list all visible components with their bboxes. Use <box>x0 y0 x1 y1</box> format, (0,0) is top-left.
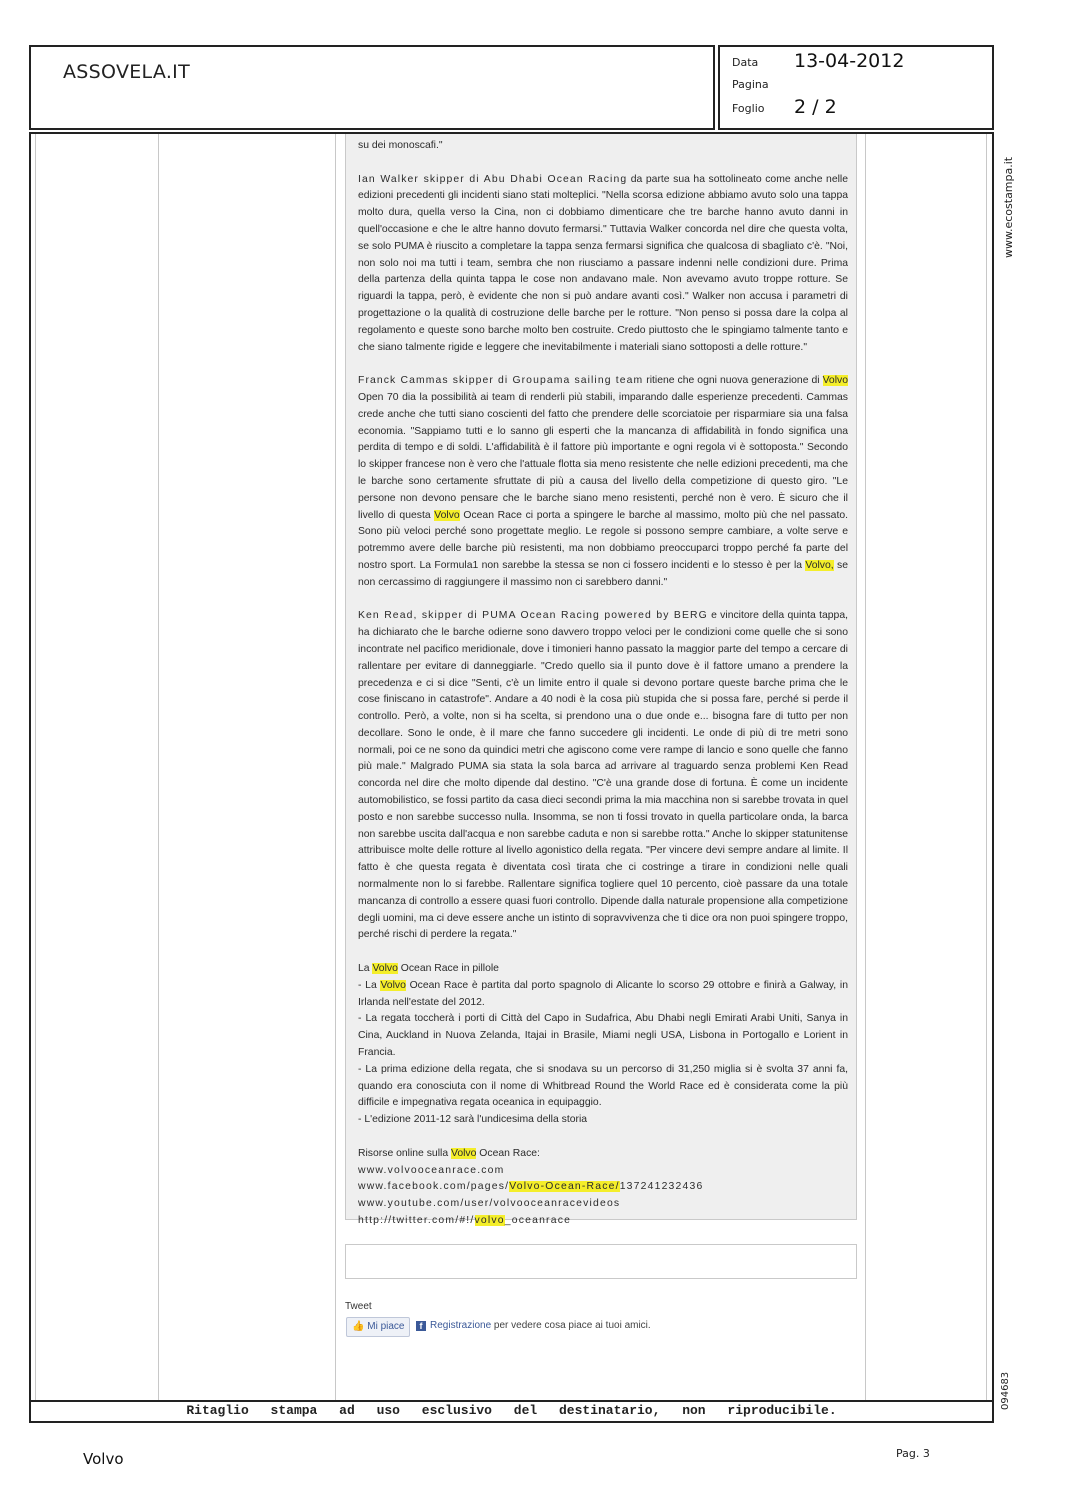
facebook-icon: f <box>416 1321 426 1331</box>
bullet-ports: - La regata toccherà i porti di Città del Capo in Sudafrica, Abu Dhabi negli Emirati Arabi Uniti, Sanya in Cina, Auckland in Nuova Zelanda, Itajai in Brasile, Miami negli USA, Lisbona in Portogallo e Lorient in Francia. <box>358 1013 848 1059</box>
text: su dei monoscafi." <box>358 140 443 151</box>
text: da parte sua ha sottolineato come anche nelle edizioni precedenti gli incidenti siano stati molteplici. "Nella scorsa edizione abbiamo avuto solo una tappa molto dura, quella verso la Cina, non ci dobbiamo dimenticare che tre barche hanno avuto danni in quell'occasione e che le altre hanno dovuto fermarsi." Tuttavia Walker concorda nel dire che questa volta, se solo PUMA è riuscito a completare la tappa senza fermarsi significa che qualcosa di sbagliato c'è. "Noi, non solo noi ma tutti i team, sembra che non riusciamo a passare indenni nelle condizioni dure. Prima della partenza della quinta tappa le cose non andavano male. Non avevamo avuto troppe rotture. Se riguardi la tappa, però, è evidente che non si può andare avanti così." Walker non accusa i parametri di progettazione o la qualità di costruzione delle barche per le rotture. "Non penso si possa dare la colpa al regolamento e queste sono barche molto ben costruite. Credo piuttosto che le spingiamo talmente tanto e che siano talmente rigide e leggere che inevitabilmente i materiali siano sottoposti a delle rotture." <box>358 173 848 353</box>
text: 137241232436 <box>619 1181 704 1193</box>
text: ritiene che ogni nuova generazione di <box>643 375 823 387</box>
sheet-label: Foglio <box>732 102 765 115</box>
topic-tag: Volvo <box>83 1450 124 1468</box>
text: www.facebook.com/pages/ <box>358 1181 510 1193</box>
thumbs-up-icon: 👍 <box>352 1321 365 1332</box>
column-divider <box>335 134 336 1402</box>
speaker-read: Ken Read, skipper di PUMA Ocean Racing powered by BERG <box>358 610 708 622</box>
text: Ocean Race: <box>476 1147 540 1159</box>
side-url <box>1002 148 1016 258</box>
article-body <box>358 138 848 1247</box>
header-meta-box <box>718 45 994 130</box>
like-label: Mi piace <box>367 1321 405 1332</box>
facebook-register-line <box>416 1320 651 1331</box>
highlight-volvo: Volvo <box>822 375 848 387</box>
comment-box[interactable] <box>345 1244 857 1279</box>
column-divider <box>865 134 866 1402</box>
speaker-cammas: Franck Cammas skipper di Groupama sailing team <box>358 375 644 387</box>
page-number: Pag. 3 <box>896 1447 930 1460</box>
article-panel <box>345 134 857 1226</box>
link-youtube[interactable]: www.youtube.com/user/volvooceanracevideos <box>358 1198 621 1210</box>
publication-name: ASSOVELA.IT <box>63 61 190 83</box>
paragraph-resources <box>358 1146 848 1230</box>
text: La <box>358 963 373 975</box>
header-publication-box <box>29 45 715 130</box>
highlight-volvo: Volvo-Ocean-Race/ <box>509 1181 620 1193</box>
column-divider <box>158 134 159 1402</box>
text: Open 70 dia la possibilità ai team di renderli più stabili, imparando dalle esperienze precedenti. Cammas crede anche che tutti siano coscienti del fatto che prendere delle scorciatoie per risparmiare sia una falsa economia. "Sappiamo tutti e lo sanno gli esperti che la mancanza di affidabilità in fondo significa una perdita di tempo e di soldi. L'affidabilità è il fattore più importante e ogni regola vi è sottoposta." Secondo lo skipper francese non è vero che l'attuale flotta sia meno resistente che nelle edizioni precedenti, ma che le barche sono certamente sfruttate di più a causa del livello della competizione di questo giro. "Le persone non devono pensare che le barche siano meno resistenti, perché non è vero. È sicuro che il livello di questa <box>358 391 848 521</box>
link-twitter[interactable] <box>358 1213 848 1230</box>
column-divider <box>986 134 987 1402</box>
paragraph-walker <box>358 172 848 357</box>
highlight-volvo: Volvo, <box>805 559 834 571</box>
page-label: Pagina <box>732 78 769 91</box>
text: se non cercassimo di raggiungere il massimo non ci sarebbero danni." <box>358 559 848 588</box>
text: _oceanrace <box>504 1215 572 1226</box>
speaker-walker: Ian Walker skipper di Abu Dhabi Ocean Racing <box>358 173 628 185</box>
highlight-volvo: Volvo <box>372 963 398 975</box>
clipping-frame <box>29 132 994 1423</box>
date-label: Data <box>732 56 759 69</box>
pills-heading <box>358 963 499 974</box>
text: Risorse online sulla <box>358 1147 451 1159</box>
facebook-register-link[interactable]: Registrazione <box>430 1320 492 1331</box>
paragraph-pills <box>358 961 848 1129</box>
bullet-edition: - L'edizione 2011-12 sarà l'undicesima della storia <box>358 1114 588 1126</box>
sheet-value: 2 / 2 <box>794 96 837 118</box>
text: per vedere cosa piace ai tuoi amici. <box>491 1320 651 1331</box>
text: http://twitter.com/#!/ <box>358 1215 475 1226</box>
paragraph-cammas <box>358 373 848 591</box>
footer-notice: Ritaglio stampa ad uso esclusivo del destinatario, non riproducibile. <box>31 1400 992 1421</box>
tweet-button[interactable]: Tweet <box>345 1301 372 1312</box>
text: e vincitore della quinta tappa, ha dichiarato che le barche odierne sono davvero troppo veloci per le condizioni come quelle che si sono incontrate nel pacifico meridionale, dove i timonieri hanno passato la maggior parte del tempo a cercare di rallentare per evitare di danneggiarle. "Credo quello sia il punto dove è il fattore umano a prendere la precedenza e ci si dice "Senti, c'è un limite entro il quale si devono portare queste barche prima che le cose finiscano in catastrofe". Andare a 40 nodi è la cosa più stupida che si possa fare, perché si perde il controllo. Però, a volte, non si ha scelta, si prendono una o due onde e... bisogna fare di tutto per non decollare. Sono le onde, è il mare che fanno succedere gli incidenti. Le onde di più di tre metri sono normali, poi ce ne sono da quindici metri che agiscono come vere rampe di lancio e sono quelle che fanno più male." Malgrado PUMA sia stata la sola barca ad arrivare al traguardo senza problemi Ken Read concorda nel dire che molto dipende dal destino. "C'è una grande dose di fortuna. È come un incidente automobilistico, se fossi partito da casa dieci secondi prima la mia macchina non si sarebbe trovata in quel posto e non sarebbe successo nulla. Insomma, se non ti fossi trovato in quella particolare onda, la barca non sarebbe uscita dall'acqua e non sarebbe caduta e non si sarebbe rotta." Anche lo skipper statunitense attribuisce molte delle rotture al livello agonistico della regata. "Per vincere devi sempre andare al limite. Il fatto è che questa regata è diventata così tirata che ci costringe a tirare in condizioni nelle quali normalmente non lo si farebbe. Rallentare significa togliere quel 10 percento, cioè passare da una totale mancanza di controllo a essere quasi fuori controllo. Dipende dalla naturale propensione alla competizione degli uomini, ma ci deve essere anche un istinto di sopravvivenza che ti dice ora non puoi spingere troppo, perché rischi di perdere la regata." <box>358 610 848 941</box>
text: - La <box>358 979 381 991</box>
paragraph-intro <box>358 138 848 155</box>
facebook-like-button[interactable] <box>346 1317 410 1337</box>
side-url-text: www.ecostampa.it <box>1002 156 1015 258</box>
column-divider <box>35 134 36 1402</box>
date-value: 13-04-2012 <box>794 50 905 72</box>
text: Ocean Race in pillole <box>397 963 499 975</box>
side-code-text: 094683 <box>1000 1371 1011 1410</box>
text: Ocean Race è partita dal porto spagnolo di Alicante lo scorso 29 ottobre e finirà a Galway, in Irlanda nell'estate del 2012. <box>358 979 848 1008</box>
side-code <box>1000 1365 1014 1410</box>
paragraph-read <box>358 608 848 944</box>
text: Ocean Race ci porta a spingere le barche al massimo, molto più che nel passato. Sono più veloci perché sono progettate meglio. Le regole si possono sempre cambiare, a volte serve e potremmo avere delle barche più resistenti, ma non dobbiamo preoccuparci troppo perché fa parte del nostro sport. La Formula1 non sarebbe la stessa se non ci fossero incidenti e lo stesso è per la <box>358 509 848 571</box>
highlight-volvo: Volvo <box>450 1147 477 1159</box>
link-facebook[interactable] <box>358 1179 848 1196</box>
highlight-volvo: Volvo <box>434 509 460 521</box>
link-website[interactable]: www.volvooceanrace.com <box>358 1164 505 1176</box>
highlight-volvo: Volvo <box>380 979 406 991</box>
bullet-history: - La prima edizione della regata, che si snodava su un percorso di 31,250 miglia si è svolta 37 anni fa, quando era conosciuta con il nome di Whitbread Round the World Race ed è considerata come la più difficile e impegnativa regata oceanica in equipaggio. <box>358 1063 848 1109</box>
highlight-volvo: volvo <box>474 1215 505 1226</box>
